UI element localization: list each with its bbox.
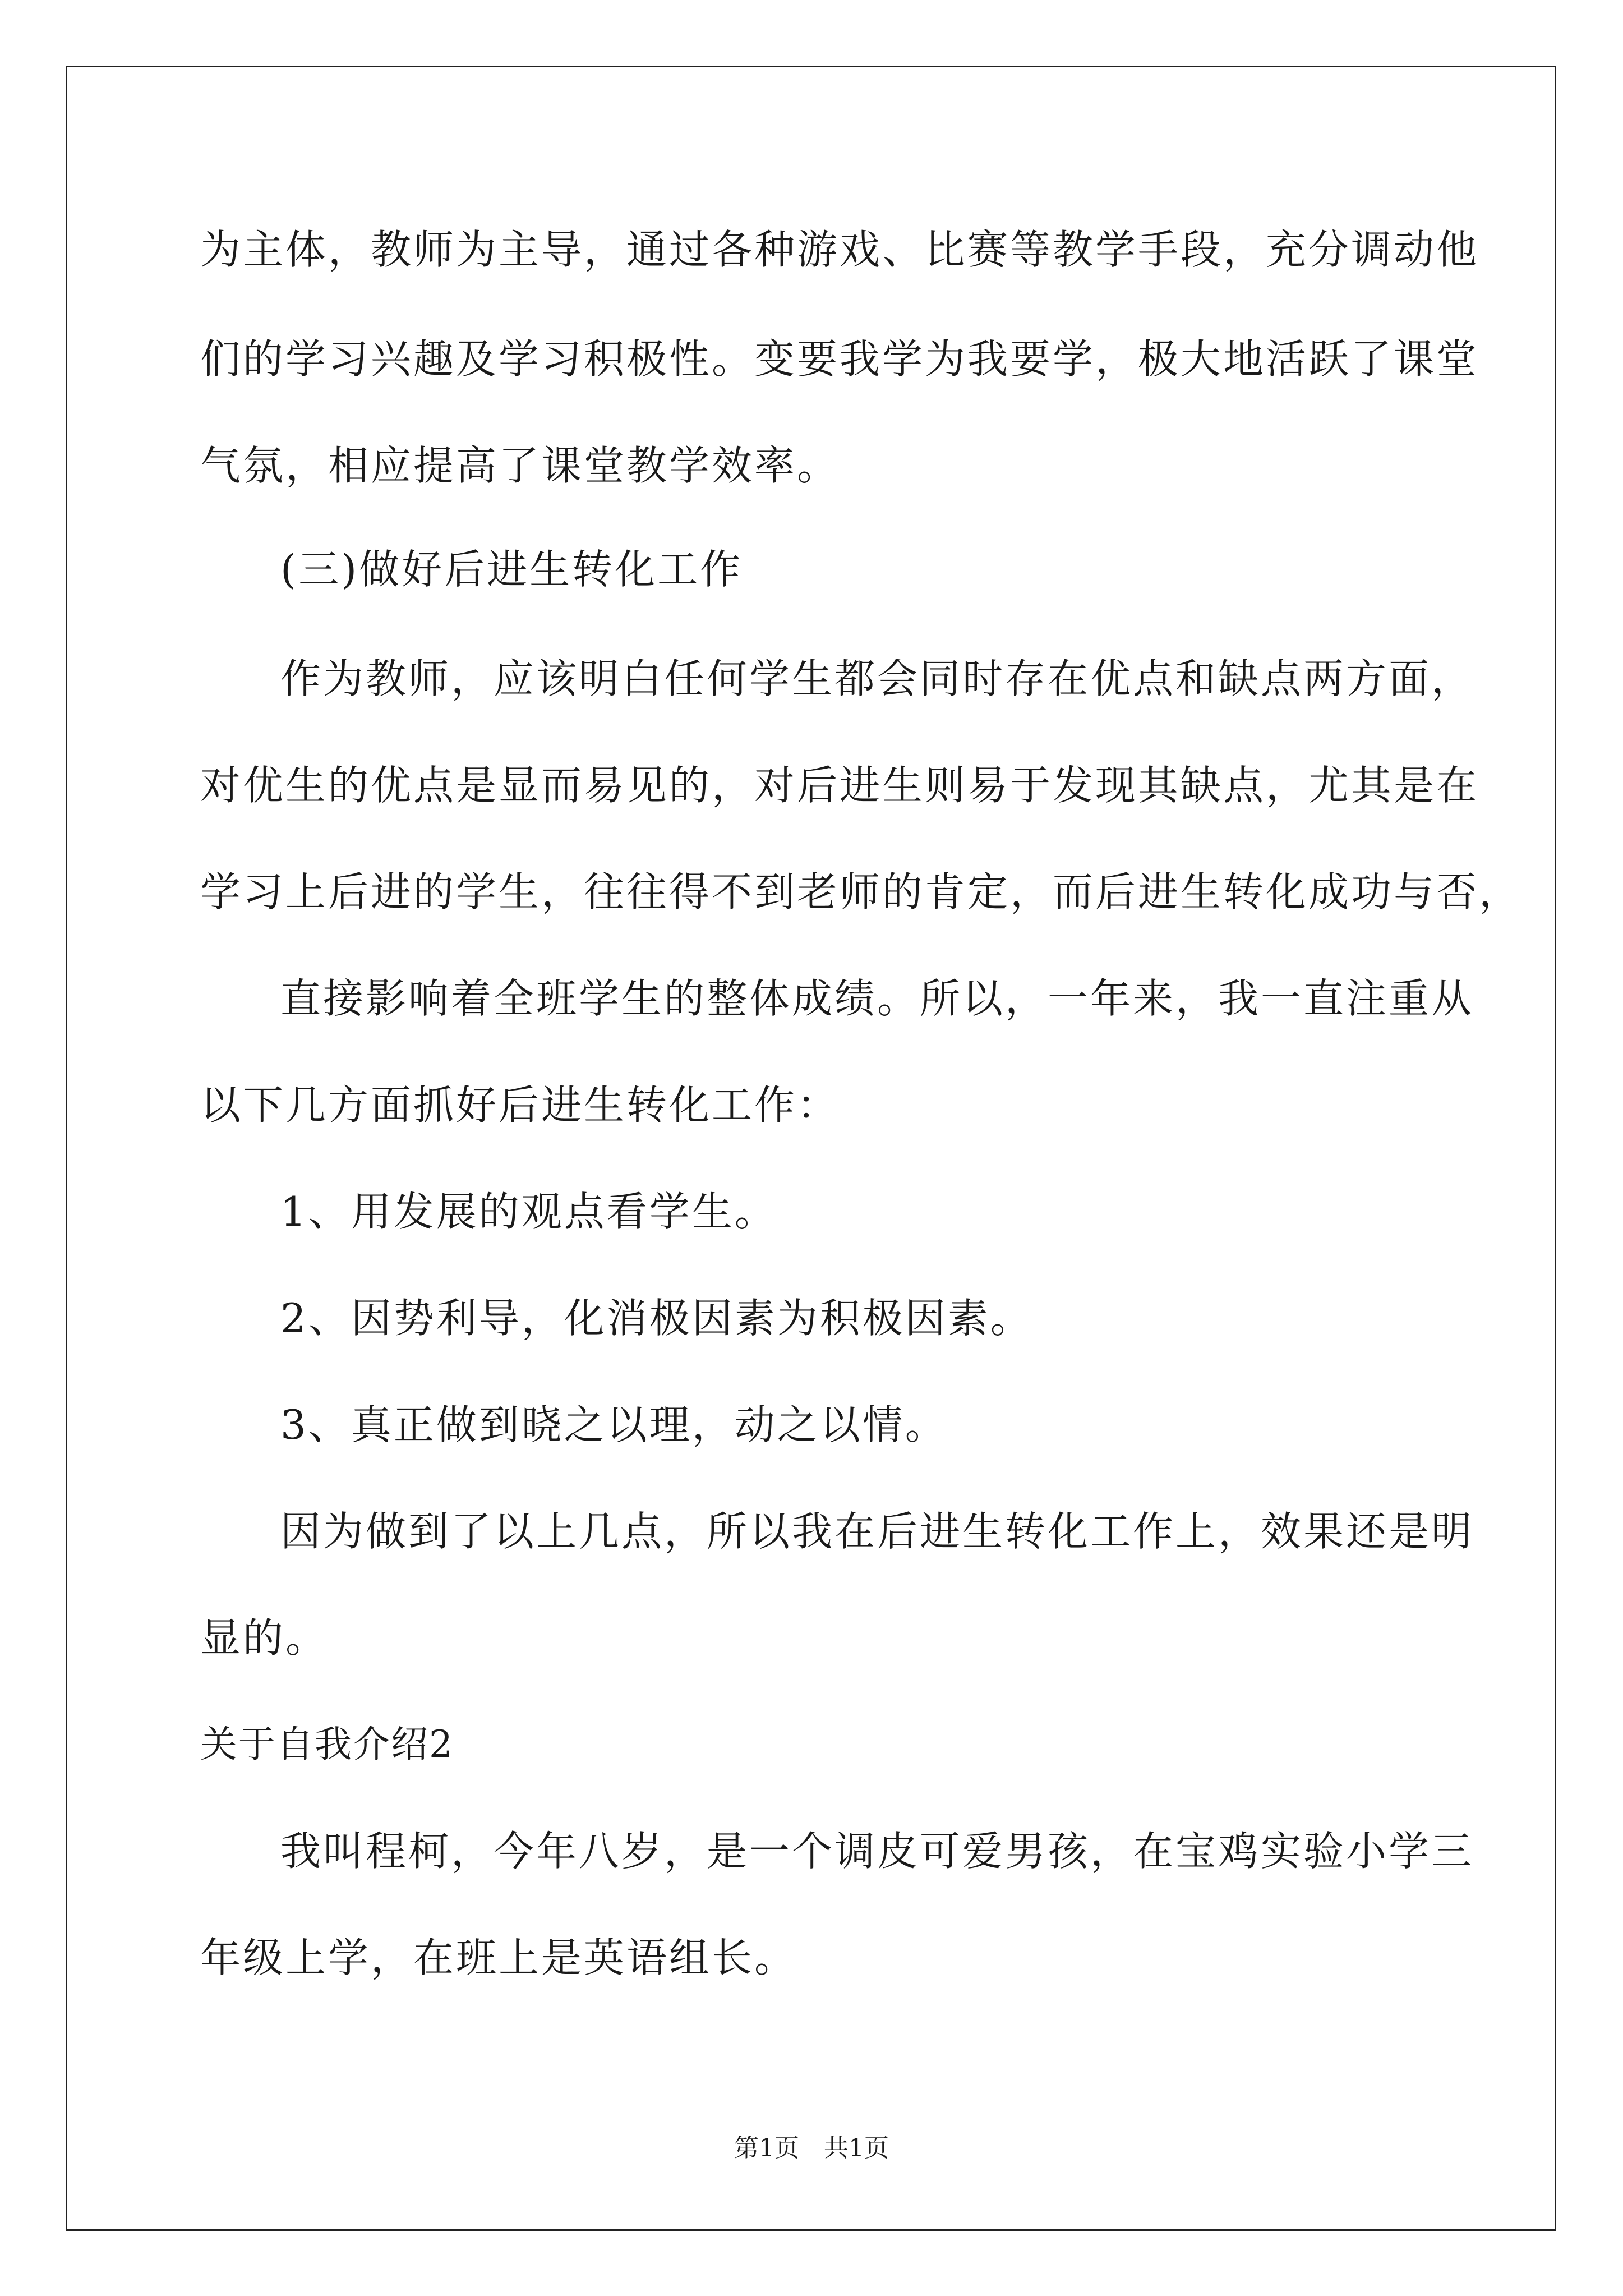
paragraph-line: 对优生的优点是显而易见的，对后进生则易于发现其缺点，尤其是在 [200,762,1479,809]
paragraph-line: 直接影响着全班学生的整体成绩。所以，一年来，我一直注重从 [280,975,1474,1022]
paragraph-line: 学习上后进的学生，往往得不到老师的肯定，而后进生转化成功与否， [200,868,1522,915]
page-border [66,66,1556,2231]
paragraph-line: 显的。 [200,1614,329,1662]
paragraph-line: 为主体，教师为主导，通过各种游戏、比赛等教学手段，充分调动他 [200,226,1479,273]
paragraph-line: 年级上学，在班上是英语组长。 [200,1934,797,1981]
page-footer: 第1页 共1页 [734,2134,889,2162]
section-heading: (三)做好后进生转化工作 [280,546,743,593]
list-item: 1、用发展的观点看学生。 [280,1188,777,1235]
list-item: 2、因势利导，化消极因素为积极因素。 [280,1295,1033,1342]
article-title: 关于自我介绍2 [200,1723,454,1766]
paragraph-line: 作为教师，应该明白任何学生都会同时存在优点和缺点两方面， [280,655,1474,702]
paragraph-line: 以下几方面抓好后进生转化工作： [200,1082,840,1129]
paragraph-line: 气氛，相应提高了课堂教学效率。 [200,442,840,489]
list-item: 3、真正做到晓之以理，动之以情。 [280,1401,948,1448]
paragraph-line: 们的学习兴趣及学习积极性。变要我学为我要学，极大地活跃了课堂 [200,335,1479,383]
paragraph-line: 因为做到了以上几点，所以我在后进生转化工作上，效果还是明 [280,1508,1474,1555]
paragraph-line: 我叫程柯，今年八岁，是一个调皮可爱男孩，在宝鸡实验小学三 [280,1828,1474,1875]
